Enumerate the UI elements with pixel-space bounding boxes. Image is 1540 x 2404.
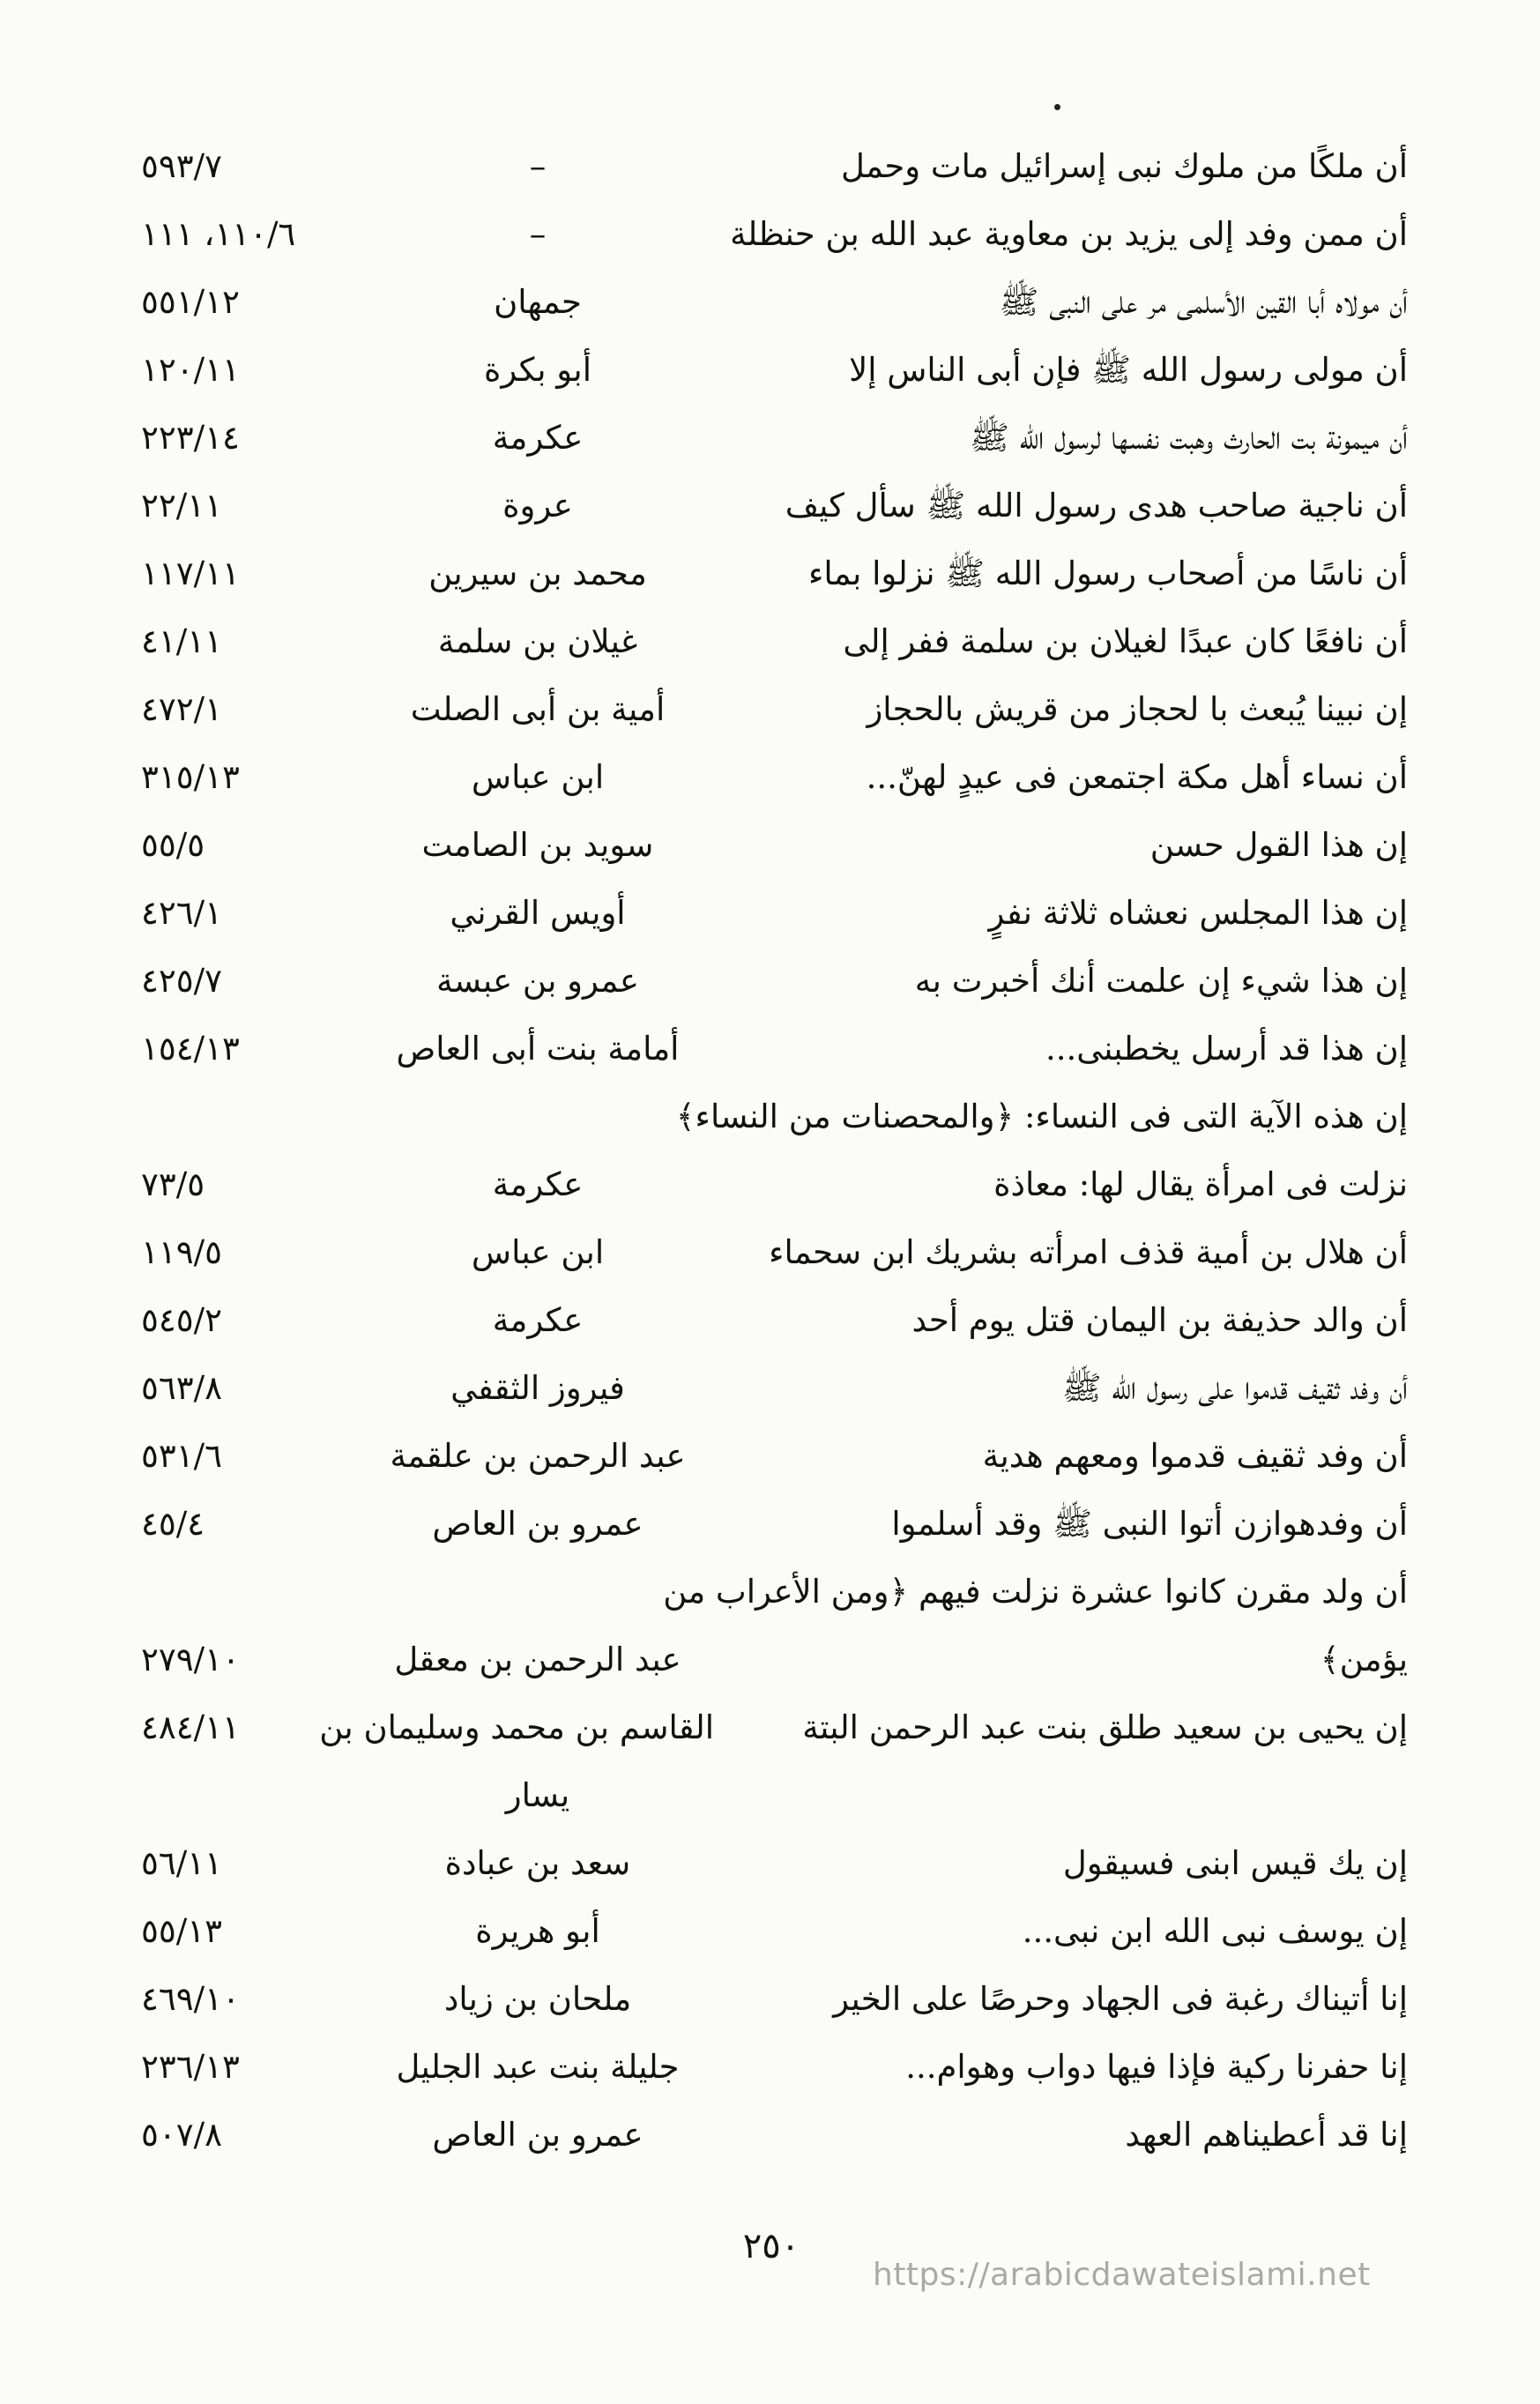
- index-row: [0, 200, 1540, 268]
- volume-page-ref: ٢٢/١١: [141, 487, 222, 525]
- hadith-text: أن نساء أهل مكة اجتمعن فى عيدٍ لهنّ...: [866, 758, 1408, 796]
- narrator-name: محمد بن سيرين: [428, 554, 647, 592]
- volume-page-ref: ٥٥١/١٢: [141, 283, 240, 321]
- hadith-text: أن نافعًا كان عبدًا لغيلان بن سلمة ففر إلى: [843, 622, 1408, 660]
- volume-page-ref: ٥٤٥/٢: [141, 1301, 222, 1339]
- hadith-text: إن هذا شيء إن علمت أنك أخبرت به: [914, 962, 1408, 1000]
- hadith-text: أن ولد مقرن كانوا عشرة نزلت فيهم ﴿ومن الأعراب من: [663, 1573, 1408, 1611]
- volume-page-ref: ٥٥/١٣: [141, 1912, 222, 1950]
- narrator-name: فيروز الثقفي: [450, 1369, 625, 1407]
- index-row: [0, 947, 1540, 1015]
- page-number: ٢٥٠: [742, 2226, 800, 2266]
- narrator-name: عكرمة: [492, 419, 584, 457]
- volume-page-ref: ١١٧/١١: [141, 554, 240, 592]
- volume-page-ref: ٥٦/١١: [141, 1844, 222, 1882]
- hadith-text: إنا حفرنا ركية فإذا فيها دواب وهوام...: [905, 2048, 1408, 2086]
- hadith-text: أن مولى رسول الله ﷺ فإن أبى الناس إلا: [849, 351, 1408, 389]
- index-row: [0, 743, 1540, 811]
- index-row: [0, 1761, 1540, 1829]
- narrator-name: –: [529, 215, 547, 253]
- hadith-text: إنا قد أعطيناهم العهد: [1125, 2116, 1408, 2154]
- hadith-text: أن ناجية صاحب هدى رسول الله ﷺ سأل كيف: [785, 487, 1408, 525]
- narrator-name: سويد بن الصامت: [421, 826, 654, 864]
- hadith-text: أن مولاه أبا القين الأسلمى مر على النبى ﷺ: [999, 283, 1408, 321]
- narrator-name: أويس القرني: [450, 894, 626, 932]
- narrator-name: –: [529, 147, 547, 185]
- index-row: [0, 1693, 1540, 1761]
- index-row: [0, 404, 1540, 472]
- volume-page-ref: ١٥٤/١٣: [141, 1030, 240, 1068]
- volume-page-ref: ٤١/١١: [141, 622, 222, 660]
- index-row: [0, 1083, 1540, 1150]
- hadith-text: أن ملكًا من ملوك نبى إسرائيل مات وحمل: [840, 147, 1408, 185]
- hadith-text: إن هذا القول حسن: [1149, 826, 1408, 864]
- volume-page-ref: ٥٩٣/٧: [141, 147, 222, 185]
- volume-page-ref: ٢٢٣/١٤: [141, 419, 240, 457]
- index-row: [0, 1829, 1540, 1897]
- index-row: [0, 1015, 1540, 1083]
- narrator-name: عمرو بن عبسة: [436, 962, 639, 1000]
- index-row: [0, 132, 1540, 200]
- hadith-text: إن هذا قد أرسل يخطبنى...: [1045, 1030, 1408, 1068]
- index-row: [0, 1286, 1540, 1354]
- hadith-text: أن وفدهوازن أتوا النبى ﷺ وقد أسلموا: [891, 1505, 1408, 1543]
- header-dot: [1054, 104, 1060, 110]
- volume-page-ref: ١٢٠/١١: [141, 351, 240, 389]
- index-row: [0, 1558, 1540, 1626]
- volume-page-ref: ٥٠٧/٨: [141, 2116, 222, 2154]
- hadith-text: أن وفد ثقيف قدموا على رسول الله ﷺ: [1061, 1369, 1408, 1407]
- index-row: [0, 336, 1540, 404]
- narrator-name: جمهان: [494, 283, 582, 321]
- hadith-text: إن هذه الآية التى فى النساء: ﴿والمحصنات من النساء﴾: [675, 1098, 1408, 1135]
- hadith-text: أن ناسًا من أصحاب رسول الله ﷺ نزلوا بماء: [807, 554, 1408, 592]
- index-row: [0, 1422, 1540, 1490]
- hadith-text: إن هذا المجلس نعشاه ثلاثة نفرٍ: [988, 894, 1408, 932]
- narrator-name: أبو بكرة: [484, 351, 591, 389]
- narrator-name: ابن عباس: [471, 1233, 605, 1271]
- volume-page-ref: ٤٦٩/١٠: [141, 1980, 240, 2018]
- index-row: [0, 1965, 1540, 2033]
- watermark-url: https://arabicdawateislami.net: [873, 2257, 1371, 2293]
- volume-page-ref: ١١٠/٦، ١١١: [141, 215, 296, 253]
- volume-page-ref: ٤٥/٤: [141, 1505, 205, 1543]
- volume-page-ref: ٢٣٦/١٣: [141, 2048, 240, 2086]
- volume-page-ref: ٥٣١/٦: [141, 1437, 222, 1475]
- index-row: [0, 2101, 1540, 2169]
- index-row: [0, 1354, 1540, 1422]
- volume-page-ref: ١١٩/٥: [141, 1233, 222, 1271]
- narrator-name: عبد الرحمن بن معقل: [394, 1641, 681, 1678]
- index-row: [0, 268, 1540, 336]
- narrator-name: عروة: [502, 487, 573, 525]
- narrator-name: عمرو بن العاص: [432, 1505, 644, 1543]
- index-row: [0, 607, 1540, 675]
- narrator-name: أمامة بنت أبى العاص: [396, 1030, 680, 1068]
- narrator-name: أبو هريرة: [475, 1912, 600, 1950]
- index-row: [0, 811, 1540, 879]
- index-table: [0, 132, 1540, 2169]
- hadith-text: إن يوسف نبى الله ابن نبى...: [1022, 1912, 1408, 1950]
- narrator-name: عمرو بن العاص: [432, 2116, 644, 2154]
- hadith-text: نزلت فى امرأة يقال لها: معاذة: [993, 1165, 1408, 1203]
- index-row: [0, 1626, 1540, 1693]
- volume-page-ref: ٤٢٥/٧: [141, 962, 222, 1000]
- index-row: [0, 1897, 1540, 1965]
- narrator-name: سعد بن عبادة: [444, 1844, 631, 1882]
- hadith-text: أن هلال بن أمية قذف امرأته بشريك ابن سحماء: [769, 1233, 1408, 1271]
- volume-page-ref: ٥٥/٥: [141, 826, 205, 864]
- index-row: [0, 472, 1540, 540]
- hadith-text: إنا أتيناك رغبة فى الجهاد وحرصًا على الخير: [833, 1980, 1408, 2018]
- volume-page-ref: ٤٨٤/١١: [141, 1708, 240, 1746]
- volume-page-ref: ٥٦٣/٨: [141, 1369, 222, 1407]
- narrator-name: ابن عباس: [471, 758, 605, 796]
- index-row: [0, 879, 1540, 947]
- narrator-name: جليلة بنت عبد الجليل: [396, 2048, 680, 2086]
- hadith-text: أن ممن وفد إلى يزيد بن معاوية عبد الله بن حنظلة: [730, 215, 1408, 253]
- index-row: [0, 2033, 1540, 2101]
- index-row: [0, 1150, 1540, 1218]
- narrator-name: عبد الرحمن بن علقمة: [390, 1437, 686, 1475]
- volume-page-ref: ٣١٥/١٣: [141, 758, 240, 796]
- index-row: [0, 540, 1540, 607]
- volume-page-ref: ٢٧٩/١٠: [141, 1641, 240, 1678]
- hadith-text: إن يحيى بن سعيد طلق بنت عبد الرحمن البتة: [802, 1708, 1408, 1746]
- index-row: [0, 1490, 1540, 1558]
- index-row: [0, 1218, 1540, 1286]
- narrator-name: عكرمة: [492, 1301, 584, 1339]
- narrator-name: غيلان بن سلمة: [437, 622, 638, 660]
- hadith-text: إن يك قيس ابنى فسيقول: [1062, 1844, 1408, 1882]
- narrator-name: أمية بن أبى الصلت: [410, 690, 666, 728]
- hadith-text: أن ميمونة بت الحارث وهبت نفسها لرسول الله ﷺ: [970, 419, 1408, 457]
- hadith-text: إن نبينا يُبعث با لحجاز من قريش بالحجاز: [867, 690, 1408, 728]
- narrator-name: ملحان بن زياد: [443, 1980, 632, 2018]
- hadith-text: أن وفد ثقيف قدموا ومعهم هدية: [982, 1437, 1408, 1475]
- narrator-name: يسار: [505, 1776, 570, 1814]
- narrator-name: عكرمة: [492, 1165, 584, 1203]
- narrator-name: القاسم بن محمد وسليمان بن: [319, 1708, 714, 1746]
- volume-page-ref: ٤٧٢/١: [141, 690, 222, 728]
- hadith-text: يؤمن﴾: [1320, 1641, 1408, 1678]
- index-row: [0, 675, 1540, 743]
- volume-page-ref: ٧٣/٥: [141, 1165, 205, 1203]
- hadith-text: أن والد حذيفة بن اليمان قتل يوم أحد: [911, 1301, 1408, 1339]
- volume-page-ref: ٤٢٦/١: [141, 894, 222, 932]
